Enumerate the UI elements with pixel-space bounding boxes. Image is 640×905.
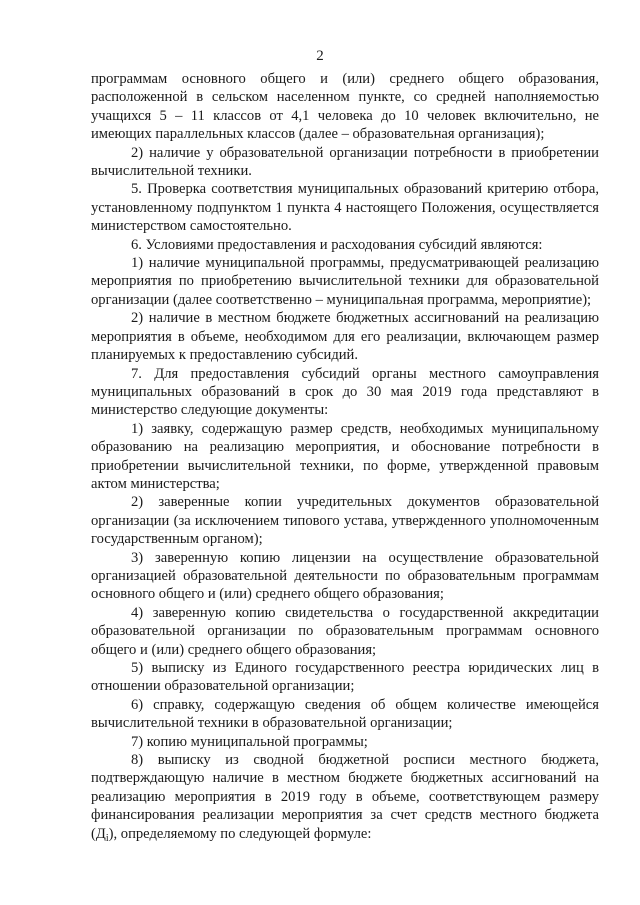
paragraph-document-5: 5) выписку из Единого государственного реестра юридических лиц в отношении образовательной организации; (91, 660, 599, 695)
paragraph-item-2-need: 2) наличие у образовательной организации потребности в приобретении вычислительной техники. (91, 144, 599, 180)
paragraph-section-7: 7. Для предоставления субсидий органы местного самоуправления муниципальных образований в срок до 30 мая 2019 года представляют в министерство следующие документы: (91, 365, 599, 419)
formula-symbol-subscript: i (105, 832, 109, 844)
paragraph-document-8 (91, 751, 599, 848)
paragraph-document-8-text: 8) выписку из сводной бюджетной росписи местного бюджета, подтверждающую наличие в местном бюджете бюджетных ассигнований на реализацию мероприятия в 2019 году в объеме, соответствующем размеру финансирования реализации мероприятия за счет средств местного бюджета (91, 752, 599, 824)
paragraph-document-1: 1) заявку, содержащую размер средств, необходимых муниципальному образованию на реализацию мероприятия, и обоснование потребности в приобретении вычислительной техники, по форме, утвержденной правовым актом министерства; (91, 420, 599, 492)
paragraph-document-7: 7) копию муниципальной программы; (131, 733, 368, 750)
paragraph-document-3: 3) заверенную копию лицензии на осуществление образовательной организацией образовательной деятельности по образовательным программам основного общего и (или) среднего общего образования; (91, 549, 599, 603)
paragraph-condition-2: 2) наличие в местном бюджете бюджетных ассигнований на реализацию мероприятия в объеме, необходимом для его реализации, включающем размер планируемых к предоставлению субсидий. (91, 310, 599, 364)
paragraph-document-6: 6) справку, содержащую сведения об общем количестве имеющейся вычислительной техники в образовательной организации; (91, 696, 599, 732)
paragraph-condition-1: 1) наличие муниципальной программы, предусматривающей реализацию мероприятия по приобретению вычислительной техники для образовательной организации (далее соответственно – муниципальная программа, мероприятие); (91, 255, 599, 308)
paragraph-document-4: 4) заверенную копию свидетельства о государственной аккредитации образовательной организации по образовательным программам основного общего и (или) среднего общего образования; (91, 604, 599, 658)
formula-intro-text: ), определяемому по следующей формуле: (108, 825, 372, 842)
formula-symbol-open: (Д (91, 825, 106, 842)
paragraph-section-6: 6. Условиями предоставления и расходования субсидий являются: (131, 236, 543, 253)
document-body (91, 70, 599, 848)
paragraph-section-5: 5. Проверка соответствия муниципальных образований критерию отбора, установленному подпунктом 1 пункта 4 настоящего Положения, осуществляется министерством самостоятельно. (91, 181, 599, 235)
page-number: 2 (316, 48, 324, 64)
paragraph-continuation: программам основного общего и (или) среднего общего образования, расположенной в сельском населенном пункте, со средней наполняемостью учащихся 5 – 11 классов от 4,1 человека до 10 человек включительно, не имеющих параллельных классов (далее – образовательная организация); (91, 71, 599, 143)
paragraph-document-2: 2) заверенные копии учредительных документов образовательной организации (за исключением типового устава, утвержденного уполномоченным государственным органом); (91, 494, 599, 548)
